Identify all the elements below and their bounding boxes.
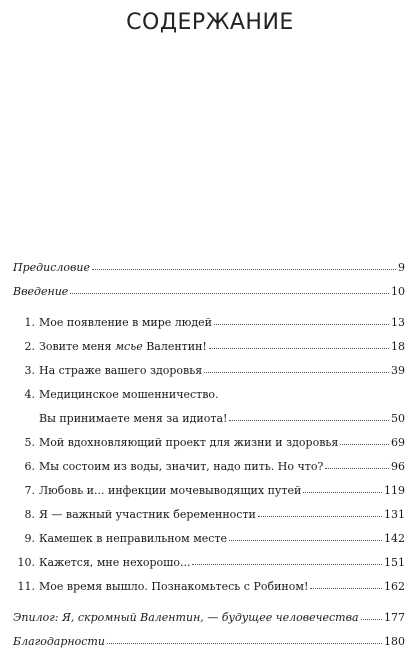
toc-entry-page: 142 <box>384 532 405 545</box>
dot-leader <box>209 348 389 349</box>
toc-entry-label-part: Зовите меня <box>39 340 115 353</box>
toc-entry-chapter-10[interactable] <box>13 557 405 571</box>
toc-entry-page: 151 <box>384 556 405 569</box>
toc-entry-label: Предисловие <box>13 261 90 274</box>
chapter-number: 3. <box>24 364 35 377</box>
dot-leader <box>310 588 382 589</box>
toc-entry-chapter-11[interactable] <box>13 581 405 595</box>
toc-entry-label: Мое появление в мире людей <box>39 316 212 329</box>
toc-entry-page: 18 <box>391 340 405 353</box>
chapter-number: 10. <box>17 556 35 569</box>
toc-entry-label-line2: Вы принимаете меня за идиота! <box>39 412 228 425</box>
chapter-number: 11. <box>17 580 35 593</box>
toc-entry-page: 10 <box>391 285 405 298</box>
toc-entry-epilogue[interactable] <box>13 612 405 626</box>
toc-entry-label: Благодарности <box>13 635 105 648</box>
toc-entry-label-italic: мсье <box>114 340 143 353</box>
dot-leader <box>340 444 389 445</box>
toc-entry-preface[interactable] <box>13 262 405 276</box>
dot-leader <box>361 619 382 620</box>
toc-entry-chapter-1[interactable] <box>21 317 405 331</box>
toc-entry-page: 177 <box>384 611 405 624</box>
dot-leader <box>229 540 382 541</box>
dot-leader <box>303 492 382 493</box>
toc-entry-chapter-2[interactable] <box>21 341 405 355</box>
toc-entry-label: Мое время вышло. Познакомьтесь с Робином! <box>39 580 309 593</box>
dot-leader <box>70 293 389 294</box>
toc-entry-label: Кажется, мне нехорошо... <box>39 556 191 569</box>
toc-entry-label: Эпилог: Я, скромный Валентин, — будущее человечества <box>13 611 359 624</box>
toc-entry-label: Мы состоим из воды, значит, надо пить. Но что? <box>39 460 324 473</box>
dot-leader <box>214 324 389 325</box>
toc-entry-label: Камешек в неправильном месте <box>39 532 228 545</box>
toc-entry-page: 96 <box>391 460 405 473</box>
toc-entry-introduction[interactable] <box>13 286 405 300</box>
toc-entry-page: 131 <box>384 508 405 521</box>
dot-leader <box>325 468 389 469</box>
toc-entry-page: 9 <box>398 261 405 274</box>
chapter-number: 5. <box>24 436 35 449</box>
toc-entry-page: 69 <box>391 436 405 449</box>
toc-entry-page: 13 <box>391 316 405 329</box>
toc-entry-chapter-6[interactable] <box>21 461 405 475</box>
dot-leader <box>258 516 382 517</box>
toc-entry-page: 162 <box>384 580 405 593</box>
toc-entry-page: 39 <box>391 364 405 377</box>
toc-entry-label-part: Валентин! <box>142 340 207 353</box>
chapter-number: 9. <box>24 532 35 545</box>
toc-entry-label: Я — важный участник беременности <box>39 508 256 521</box>
toc-entry-chapter-4-continued[interactable] <box>21 413 405 427</box>
toc-entry-chapter-4[interactable] <box>21 389 405 403</box>
toc-entry-chapter-9[interactable] <box>21 533 405 547</box>
toc-entry-chapter-7[interactable] <box>21 485 405 499</box>
toc-entry-chapter-5[interactable] <box>21 437 405 451</box>
chapter-number: 1. <box>24 316 35 329</box>
chapter-number: 6. <box>24 460 35 473</box>
dot-leader <box>204 372 389 373</box>
dot-leader <box>107 643 382 644</box>
toc-entry-label: Введение <box>13 285 69 298</box>
page-title: СОДЕРЖАНИЕ <box>126 10 294 35</box>
toc-entry-page: 180 <box>384 635 405 648</box>
chapter-number: 2. <box>24 340 35 353</box>
dot-leader <box>192 564 382 565</box>
dot-leader <box>229 420 389 421</box>
toc-entry-label: Любовь и... инфекции мочевыводящих путей <box>39 484 302 497</box>
dot-leader <box>92 269 396 270</box>
chapter-number: 4. <box>24 388 35 401</box>
toc-entry-page: 50 <box>391 412 405 425</box>
toc-entry-page: 119 <box>384 484 405 497</box>
toc-entry-chapter-8[interactable] <box>21 509 405 523</box>
chapter-number: 7. <box>24 484 35 497</box>
toc-entry-label: На страже вашего здоровья <box>39 364 203 377</box>
chapter-number: 8. <box>24 508 35 521</box>
toc-entry-chapter-3[interactable] <box>21 365 405 379</box>
toc-entry-acknowledgements[interactable] <box>13 636 405 650</box>
toc-entry-label: Мой вдохновляющий проект для жизни и здоровья <box>39 436 339 449</box>
toc-entry-label: Медицинское мошенничество. <box>39 388 219 401</box>
